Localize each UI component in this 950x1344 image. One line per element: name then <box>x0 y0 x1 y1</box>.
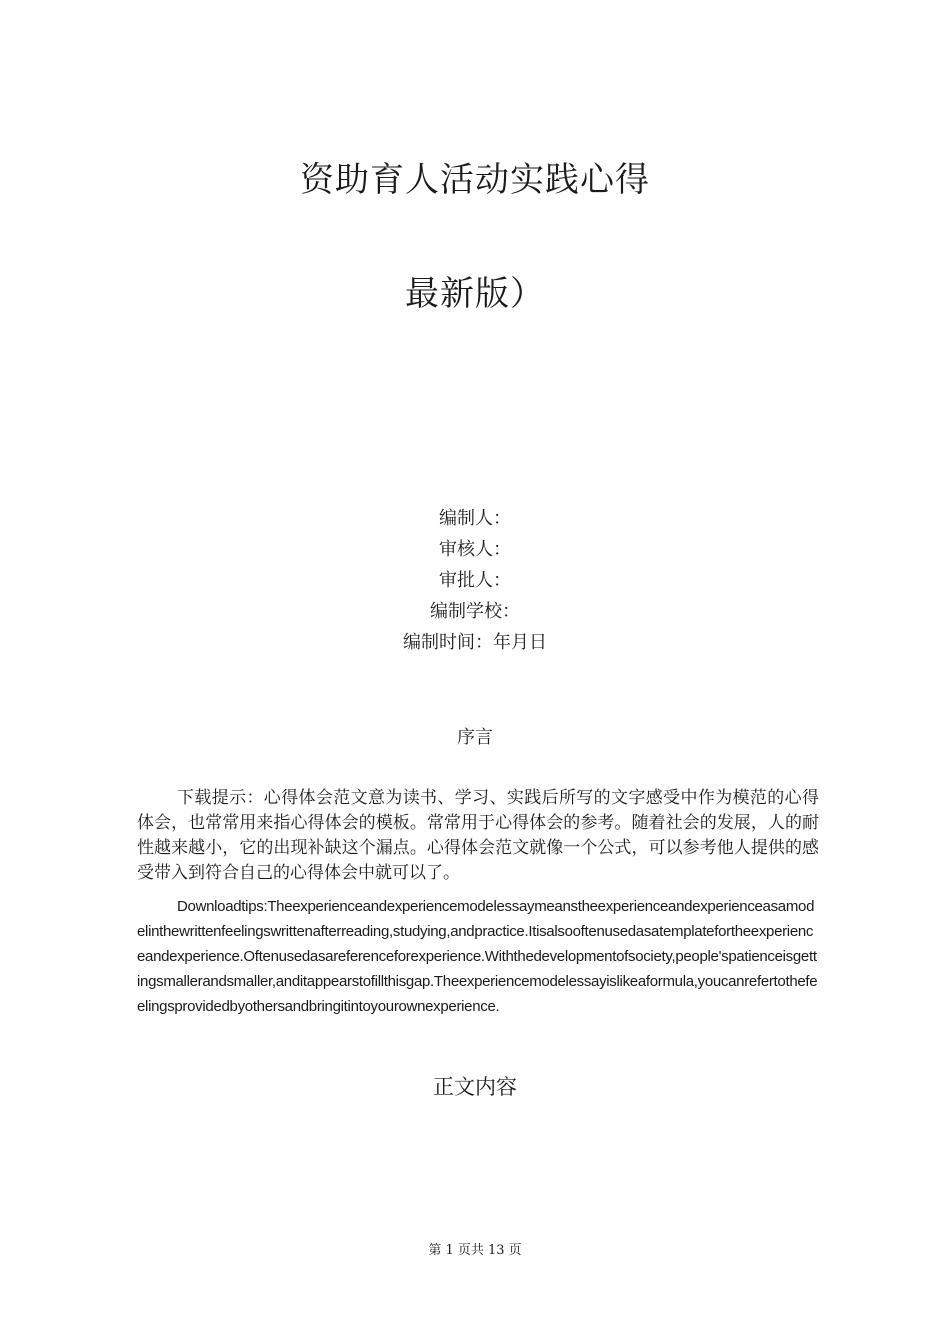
document-subtitle: 最新版） <box>405 274 545 314</box>
meta-reviewer: 审核人： <box>439 539 511 560</box>
document-meta <box>0 503 950 658</box>
meta-school: 编制学校： <box>430 601 520 622</box>
body-heading: 正文内容 <box>433 1075 517 1099</box>
page-footer: 第 1 页共 13 页 <box>428 1243 522 1258</box>
preface-chinese-paragraph: 下载提示：心得体会范文意为读书、学习、实践后所写的文字感受中作为模范的心得体会，也常常用来指心得体会的模板。常常用于心得体会的参考。随着社会的发展，人的耐性越来越小，它的出现补缺这个漏点。心得体会范文就像一个公式，可以参考他人提供的感受带入到符合自己的心得体会中就可以了。 <box>137 788 819 883</box>
preface-english-paragraph: Downloadtips:Theexperienceandexperiencemodelessaymeanstheexperienceandexperienceasamodelinthewrittenfeelingswrittenafterreading,studying,andpractice.Itisalsooftenusedasatemplatefortheexperienceandexperience.Oftenusedasareferenceforexperience.Withthedevelopmentofsociety,people'spatienceisgettingsmallerandsmaller,anditappearstofillthisgap.Theexperiencemodelessayislikeaformula,youcanrefertothefeelingsprovidedbyothersandbringitintoyourownexperience. <box>137 898 818 1015</box>
document-title: 资助育人活动实践心得 <box>300 160 650 200</box>
meta-compiler: 编制人： <box>439 508 511 529</box>
preface-heading: 序言 <box>457 727 493 748</box>
meta-approver: 审批人： <box>439 570 511 591</box>
meta-date: 编制时间：年月日 <box>403 632 547 653</box>
